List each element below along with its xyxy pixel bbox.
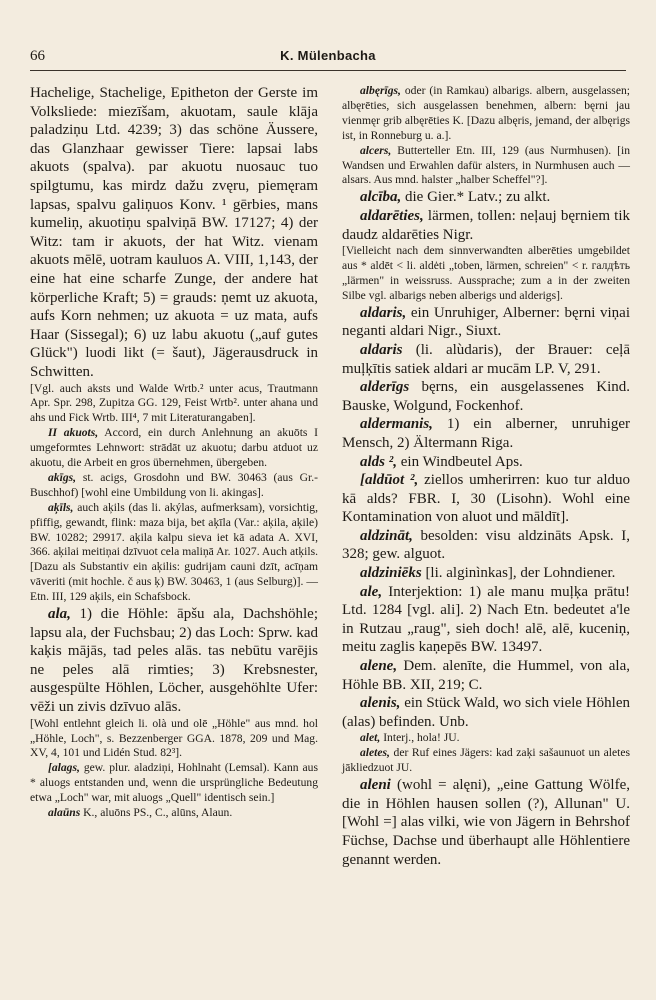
entry-text: Accord, ein durch Anlehnung an akuōts I umgeformtes Lehnwort: strādāt uz akuotu; darbu atduot uz akuotu, die Arbeit en gros übernehmen, übergeben. — [30, 426, 318, 470]
entry-headword: II akuots, — [48, 426, 99, 440]
entry-text: Butterteller Etn. III, 129 (aus Nurmhusen). [in Wandsen und Erwahlen dafür alsters, in Nurmhusen auch — alsars. Aus mnd. halster „halber Scheffel"?]. — [342, 143, 630, 187]
dictionary-entry — [30, 605, 318, 717]
header-rule — [30, 70, 626, 71]
entry-text: (li. alùdaris), der Brauer: ceļā muļķītis satiek aldari ar mucām LP. V, 291. — [342, 341, 630, 377]
running-head: K. Mülenbacha — [280, 48, 376, 63]
dictionary-entry — [30, 501, 318, 605]
entry-text: 1) die Höhle: āpšu ala, Dachshöhle; lapsu ala, der Fuchsbau; 2) das Loch: Sprw. kad kaķis mājās, tad peles alās. tas nebūtu varējis ne peles alā rimties; 3) Krebsnester, ausgespülte Höhlen, Löcher, ausgehöhlte Ufer: vēži un zivis dzīvuo alās. — [30, 606, 318, 716]
entry-text: [Vgl. auch aksts und Walde Wrtb.² unter acus, Trautmann Apr. Spr. 298, Zupitza GG. 129, Feist Wrtb². unter ahana und ahs und Fick Wrtb. III⁴, 7 mit Literaturangaben]. — [30, 381, 318, 425]
dictionary-entry — [342, 84, 630, 144]
right-column — [342, 84, 630, 869]
entry-text: besolden: visu aldzināts Apsk. I, 328; gew. alguot. — [342, 527, 630, 563]
entry-headword: alet, — [360, 731, 381, 745]
entry-text: st. acigs, Grosdohn und BW. 30463 (aus Gr.-Buschhof) [wohl eine Umbildung von li. akingas]. — [30, 470, 318, 499]
entry-headword: alderīgs — [360, 379, 410, 396]
entry-text: Interj., hola! JU. — [380, 731, 460, 745]
dictionary-entry — [342, 415, 630, 452]
page-header — [30, 48, 626, 70]
entry-text: K., aluōns PS., C., alūns, Alaun. — [80, 806, 233, 820]
entry-headword: aķīls, — [48, 500, 74, 514]
entry-headword: ala, — [48, 606, 71, 623]
dictionary-entry — [342, 694, 630, 731]
entry-headword: [aldūot ², — [360, 472, 419, 489]
entry-text: Hachelige, Stachelige, Epitheton der Gerste im Volksliede: miezīšam, akuotam, saule klāja paladziņu Ltd. 4239; 3) das schöne Äussere, das Glanzhaar gewisser Tiere: lapsai labs akuots (spalva). par akuotu nuosauc tuo spilgtumu, kas mirdz dažu zvęru, piemęram lapsas, spalvu galiņuos Konv. ¹ gērbies, mans kumeliņ, akuotiņu spalviņā BW. 17127; 4) der Witz: tam ir akuots, der hat Witz. vienam akuots mēlē, uotram kauluos A. VIII, 1,143, der eine hat eine scharfe Zunge, der andere hat körperliche Kraft; 5) = grauds: ņemt uz akuota, aufs Korn nehmen; uz akuota = uz mata, aufs Haar (Sissegal); 6) uz labu akuotu („auf gutes Glück") luodi likt (= šaut), Jägerausdruck in Schwitten. — [30, 85, 318, 380]
entry-headword: aldaris — [360, 341, 403, 358]
dictionary-entry — [30, 806, 318, 821]
entry-headword: alcers, — [360, 143, 392, 157]
entry-text: Interjektion: 1) ale manu muļķa prātu! Ltd. 1284 [vgl. ali]. 2) Nach Etn. bedeutet a'le in Rutzau „raug", sieh doch! alē, alē, kuceniņ, meitu zaglis kaņepēs BW. 13497. — [342, 583, 630, 656]
dictionary-entry — [342, 657, 630, 694]
dictionary-entry — [342, 341, 630, 378]
dictionary-entry — [342, 564, 630, 583]
left-column — [30, 84, 318, 821]
entry-headword: alds ², — [360, 453, 398, 470]
entry-text: lärmen, tollen: neļauj bęrniem tik daudz aldarēties Nigr. — [342, 207, 630, 243]
dictionary-entry — [30, 84, 318, 382]
dictionary-entry — [342, 583, 630, 657]
entry-headword: alene, — [360, 658, 398, 675]
entry-headword: aldarēties, — [360, 207, 424, 224]
page-number: 66 — [30, 48, 45, 64]
entry-text: ein Unruhiger, Alberner: bęrni viņai neganti aldari Nigr., Siuxt. — [342, 304, 630, 340]
dictionary-entry — [342, 471, 630, 527]
entry-text: [Wohl entlehnt gleich li. olà und olē „Höhle" aus mnd. hol „Höhle, Loch", s. Bezzenberger GGA. 1878, 209 und Mag. XV, 4, 101 und Lidén Stud. 82³]. — [30, 716, 318, 760]
dictionary-entry — [342, 188, 630, 207]
dictionary-entry — [342, 378, 630, 415]
entry-headword: alcība, — [360, 189, 402, 206]
entry-text: ein Stück Wald, wo sich viele Höhlen (alas) befinden. Unb. — [342, 695, 630, 730]
dictionary-entry — [342, 207, 630, 244]
entry-text: oder (in Ramkau) albarigs. albern, ausgelassen; albęrēties, sich ausgelassen benehmen, albern: bęrni jau vienmęr grib albęrēties K. [Dazu albęris, jemand, der albęrigs ist, in Ronneburg u. a.]. — [342, 84, 630, 142]
entry-text: ein Windbeutel Aps. — [397, 453, 523, 470]
entry-headword: aleni — [360, 777, 391, 794]
entry-text: Dem. alenīte, die Hummel, von ala, Höhle BB. XII, 219; C. — [342, 658, 630, 693]
entry-headword: akīgs, — [48, 470, 77, 484]
dictionary-entry — [342, 731, 630, 746]
dictionary-entry — [30, 382, 318, 427]
dictionary-entry — [342, 453, 630, 472]
entry-headword: albęrīgs, — [360, 84, 401, 97]
entry-text: gew. plur. aladziņi, Hohlnaht (Lemsal). Kann aus * aluogs entstanden und, wenn die ursprüngliche Bedeutung etwa „Loch" war, mit aluogs „Quell" identisch sein.] — [30, 761, 318, 805]
entry-headword: alenis, — [360, 695, 401, 712]
dictionary-entry — [30, 717, 318, 762]
entry-headword: aletes, — [360, 746, 390, 760]
entry-text: auch aķils (das li. akýlas, aufmerksam), vorsichtig, pfiffig, gewandt, flink: maza bija, bet aķīla (Var.: aķila, aķile) BW. 10282; 29917. aķila kalpu sieva iet kā adata A. XVI, 366. aķilai meitiņai dzīvuot cela maliņā Ar. 1027. Auch atķils. [Dazu als Substantiv ein aķilis: gudrijam cauni dzīt, acīņam vāveriti (mit hochle. č aus ķ) BW. 30463, 1 (aus Selburg)]. — Etn. III, 129 aķils, ein Schafsbock. — [30, 500, 318, 604]
entry-text: 1) ein alberner, unruhiger Mensch, 2) Ältermann Riga. — [342, 416, 630, 451]
entry-headword: aldaris, — [360, 304, 407, 321]
entry-headword: aldermanis, — [360, 416, 433, 433]
dictionary-entry — [342, 527, 630, 564]
entry-text: bęrns, ein ausgelassenes Kind. Bauske, Wolgund, Fockenhof. — [342, 379, 630, 414]
entry-headword: [alags, — [48, 761, 80, 775]
entry-text: die Gier.* Latv.; zu alkt. — [401, 189, 551, 206]
entry-headword: ale, — [360, 583, 383, 600]
entry-text: ziellos umherirren: kuo tur alduo kā alds? FBR. I, 30 (Lisohn). Wohl eine Kontamination von aluot und māldīt]. — [342, 472, 630, 526]
dictionary-entry — [342, 304, 630, 341]
dictionary-entry — [342, 244, 630, 304]
entry-text: [Vielleicht nach dem sinnverwandten alberēties umgebildet aus * aldēt < li. aldėti „toben, lärmen, schreien" < r. галдѣть „lärmen" in weissruss. Aussprache; zum a in der zweiten Silbe vgl. albarigs neben alberigs und alderigs]. — [342, 244, 630, 302]
entry-headword: aldzināt, — [360, 527, 413, 544]
entry-headword: aldziniēks — [360, 565, 422, 582]
entry-text: [li. alginìnkas], der Lohndiener. — [421, 565, 616, 582]
entry-text: der Ruf eines Jägers: kad zaķi sašaunuot un aletes jākliedzuot JU. — [342, 746, 630, 775]
entry-text: (wohl = alęni), „eine Gattung Wölfe, die in Höhlen hausen sollen (?), Allunan" U. [Wohl =] alas vilki, wie von Jägern in Behrshof Füchse, Dachse und überhaupt alle Höhlentiere genannt werden. — [342, 777, 630, 868]
dictionary-entry — [30, 426, 318, 471]
entry-headword: alaūns — [48, 806, 81, 820]
dictionary-entry — [30, 471, 318, 501]
dictionary-entry — [342, 144, 630, 189]
dictionary-entry — [30, 761, 318, 806]
dictionary-entry — [342, 776, 630, 869]
dictionary-entry — [342, 746, 630, 776]
